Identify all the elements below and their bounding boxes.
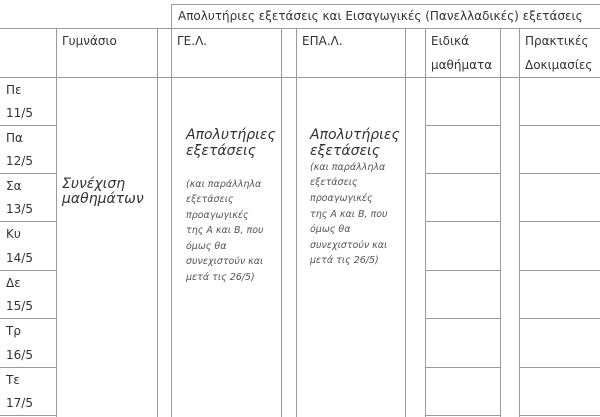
epal-note-line: όμως θα (310, 224, 351, 235)
gel-note-line: όμως θα (186, 241, 227, 252)
epal-title-line1: Απολυτήριες (310, 127, 400, 143)
row-line (425, 318, 500, 319)
date-label: 13/5 (6, 202, 33, 216)
row-line (0, 270, 56, 271)
gel-note-line: μετά τις 26/5) (186, 272, 255, 283)
col-line (500, 28, 501, 417)
day-label: Σα (6, 179, 22, 193)
epal-note-line: εξετάσεις (310, 177, 358, 188)
row-line (425, 367, 500, 368)
row-line (519, 318, 600, 319)
column-header-gel: ΓΕ.Λ. (177, 34, 208, 48)
column-header-praktikes-line2: Δοκιμασίες (525, 58, 593, 72)
row-line (519, 173, 600, 174)
col-line (519, 28, 520, 417)
row-line (0, 415, 56, 416)
header-bottom-border (0, 77, 600, 78)
row-line (519, 221, 600, 222)
column-header-epal: ΕΠΑ.Λ. (302, 34, 343, 48)
column-header-eidika: Ειδικά (431, 34, 470, 48)
header-divider (0, 28, 600, 29)
col-line (281, 28, 282, 417)
gel-note-line: προαγωγικές (186, 210, 249, 221)
column-header-praktikes: Πρακτικές (525, 34, 589, 48)
row-line (425, 173, 500, 174)
row-line (425, 125, 500, 126)
row-line (0, 221, 56, 222)
row-line (0, 367, 56, 368)
col-line (296, 28, 297, 417)
gel-title-line2: εξετάσεις (186, 143, 256, 159)
gel-note-line: εξετάσεις (186, 194, 234, 205)
day-label: Πα (6, 131, 23, 145)
epal-note-line: (και παράλληλα (310, 162, 386, 173)
row-line (425, 221, 500, 222)
column-header-eidika-line2: μαθήματα (431, 58, 493, 72)
row-line (0, 173, 56, 174)
gymnasio-text-line2: μαθημάτων (62, 191, 144, 207)
row-line (519, 270, 600, 271)
date-label: 14/5 (6, 251, 33, 265)
col-line (56, 28, 57, 417)
gymnasio-text-line1: Συνέχιση (62, 176, 126, 192)
day-label: Τρ (6, 324, 21, 338)
row-line (425, 415, 500, 416)
row-line (0, 125, 56, 126)
epal-note-line: μετά τις 26/5) (310, 255, 379, 266)
gel-title-line1: Απολυτήριες (186, 127, 276, 143)
gel-note-line: συνεχιστούν και (186, 256, 264, 267)
day-label: Δε (6, 276, 21, 290)
column-header-gymnasio: Γυμνάσιο (62, 34, 117, 48)
group-title: Απολυτήριες εξετάσεις και Εισαγωγικές (Πανελλαδικές) εξετάσεις (178, 9, 583, 23)
epal-note-line: της Α και Β, που (310, 209, 388, 220)
day-label: Πε (6, 83, 22, 97)
row-line (519, 125, 600, 126)
date-label: 11/5 (6, 106, 33, 120)
row-line (0, 318, 56, 319)
col-line (405, 28, 406, 417)
col-line (171, 4, 172, 417)
gel-note-line: της Α και Β, που (186, 225, 264, 236)
epal-note-line: προαγωγικές (310, 193, 373, 204)
col-line (157, 28, 158, 417)
day-label: Κυ (6, 227, 21, 241)
col-line (425, 28, 426, 417)
epal-title-line2: εξετάσεις (310, 143, 380, 159)
row-line (519, 367, 600, 368)
day-label: Τε (6, 373, 20, 387)
date-label: 15/5 (6, 299, 33, 313)
row-line (425, 270, 500, 271)
date-label: 12/5 (6, 154, 33, 168)
row-line (519, 415, 600, 416)
date-label: 17/5 (6, 396, 33, 410)
date-label: 16/5 (6, 348, 33, 362)
epal-note-line: συνεχιστούν και (310, 240, 388, 251)
gel-note-line: (και παράλληλα (186, 179, 262, 190)
